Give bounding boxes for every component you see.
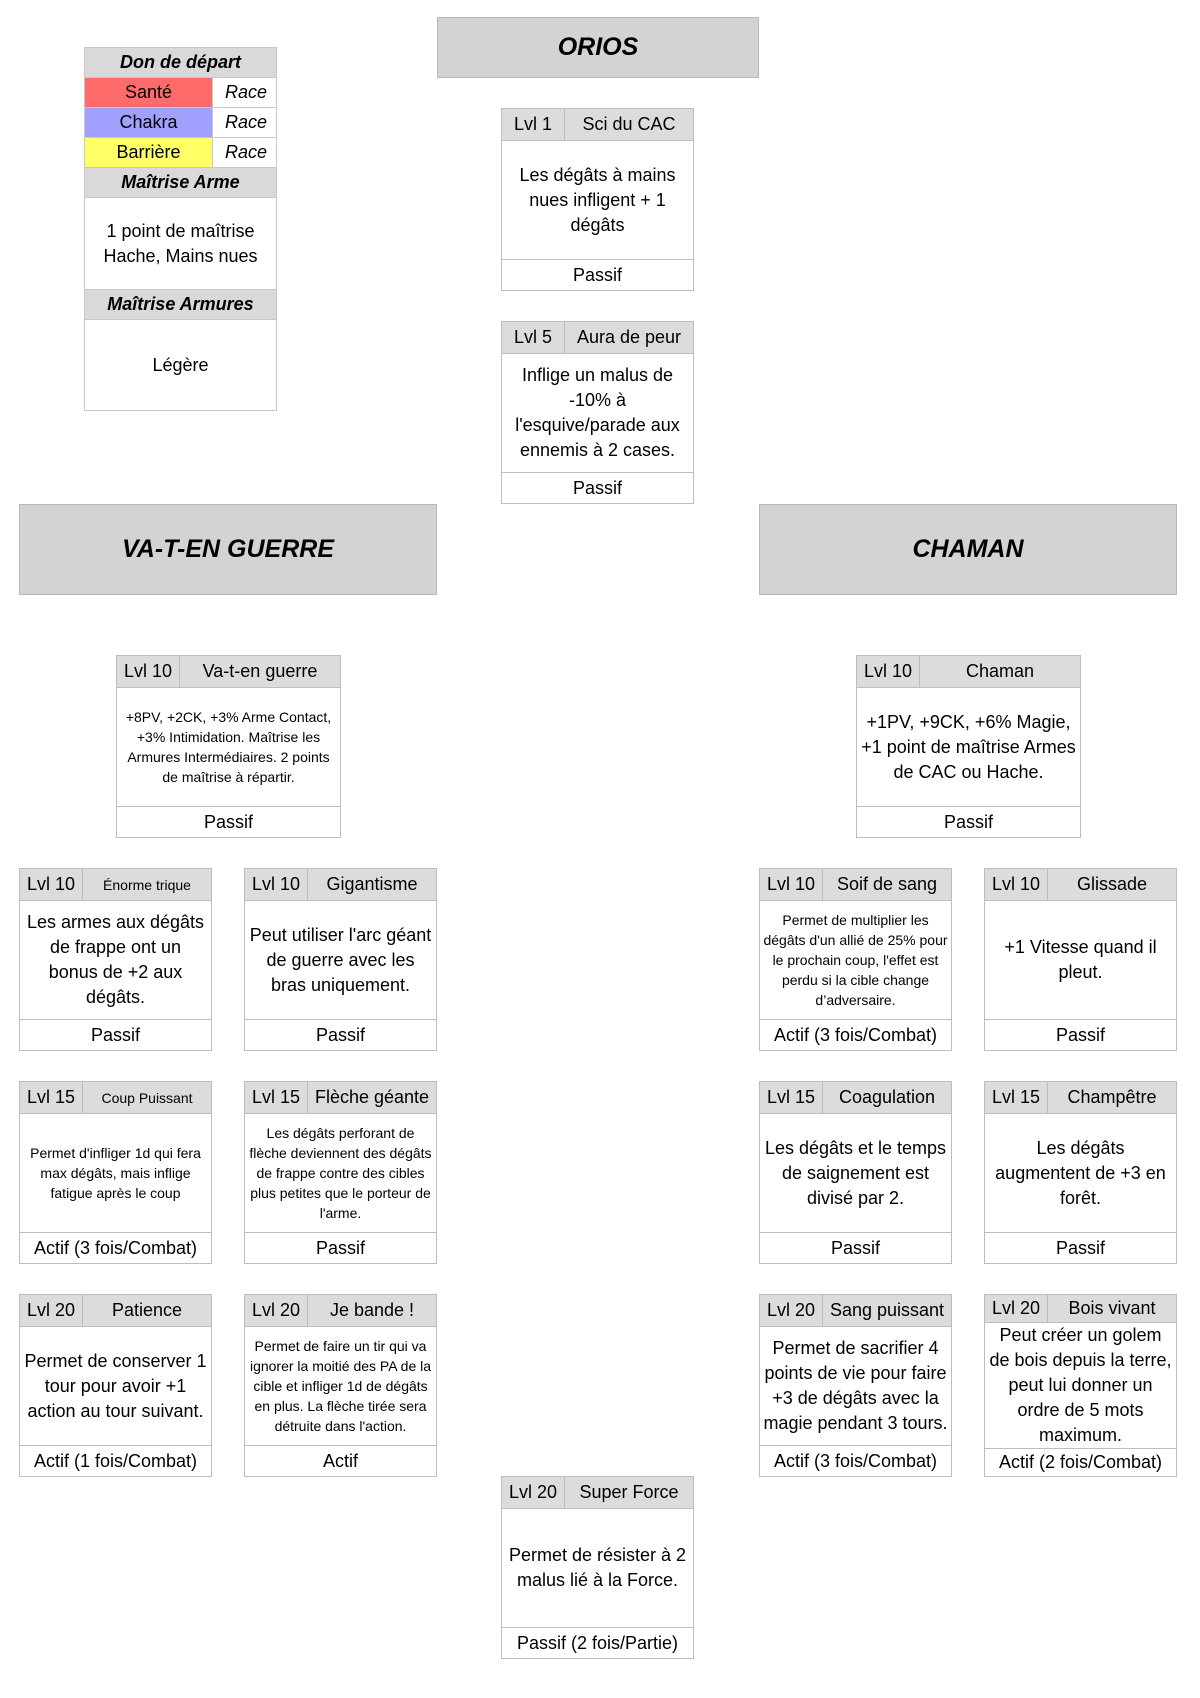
card-description: Les dégâts perforant de flèche deviennent des dégâts de frappe contre des cibles plus petites que le porteur de l'arme. xyxy=(249,1125,432,1221)
skill-card-bois-vivant xyxy=(984,1294,1177,1477)
card-level: Lvl 10 xyxy=(245,869,308,900)
card-level: Lvl 20 xyxy=(20,1295,83,1326)
don-source-chakra: Race xyxy=(225,112,268,132)
card-name: Soif de sang xyxy=(836,874,938,894)
orios-title-text: ORIOS xyxy=(557,33,639,61)
don-source-sante: Race xyxy=(225,82,268,102)
card-name: Gigantisme xyxy=(326,874,418,894)
vatenguerre-title-text: VA-T-EN GUERRE xyxy=(121,535,335,563)
card-level: Lvl 10 xyxy=(985,869,1048,900)
card-head xyxy=(502,1477,693,1509)
card-description: +8PV, +2CK, +3% Arme Contact, +3% Intimidation. Maîtrise les Armures Intermédiaires. 2 points de maîtrise à répartir. xyxy=(125,709,332,785)
card-description: Les armes aux dégâts de frappe ont un bonus de +2 aux dégâts. xyxy=(26,912,205,1007)
card-name: Patience xyxy=(111,1300,183,1320)
card-description: Permet de résister à 2 malus lié à la Force. xyxy=(508,1545,687,1590)
skill-card-enorme-trique xyxy=(19,868,212,1051)
skill-card-fleche-geante xyxy=(244,1081,437,1264)
card-name: Flèche géante xyxy=(314,1087,430,1107)
don-stat-sante: Santé xyxy=(85,78,213,107)
card-level: Lvl 10 xyxy=(760,869,823,900)
card-level: Lvl 10 xyxy=(857,656,920,687)
skill-card-gigantisme xyxy=(244,868,437,1051)
card-name: Aura de peur xyxy=(576,327,682,347)
card-type: Actif (3 fois/Combat) xyxy=(760,1445,951,1476)
card-name: Énorme trique xyxy=(103,876,191,893)
card-head xyxy=(985,1082,1176,1114)
card-head xyxy=(20,1295,211,1327)
card-description: +1PV, +9CK, +6% Magie, +1 point de maîtrise Armes de CAC ou Hache. xyxy=(861,711,1076,782)
skill-card-sci-cac xyxy=(501,108,694,291)
card-description: Permet de sacrifier 4 points de vie pour faire +3 de dégâts avec la magie pendant 3 tours. xyxy=(763,1338,948,1433)
skill-card-glissade xyxy=(984,868,1177,1051)
card-description: Les dégâts augmentent de +3 en forêt. xyxy=(995,1137,1166,1208)
don-header: Don de départ xyxy=(85,48,276,78)
card-level: Lvl 20 xyxy=(760,1295,823,1326)
card-description: Les dégâts et le temps de saignement est divisé par 2. xyxy=(764,1137,947,1208)
skill-card-patience xyxy=(19,1294,212,1477)
card-description: Peut utiliser l'arc géant de guerre avec les bras uniquement. xyxy=(249,924,432,995)
skill-card-coagulation xyxy=(759,1081,952,1264)
maitrise-arme-line1: 1 point de maîtrise xyxy=(106,220,255,241)
card-type: Passif xyxy=(20,1019,211,1050)
card-description: Peut créer un golem de bois depuis la terre, peut lui donner un ordre de 5 mots maximum. xyxy=(989,1325,1172,1446)
card-head xyxy=(760,1082,951,1114)
skill-card-vatenguerre xyxy=(116,655,341,838)
card-head xyxy=(502,322,693,354)
card-type: Passif xyxy=(760,1232,951,1263)
card-type: Passif (2 fois/Partie) xyxy=(502,1627,693,1658)
card-level: Lvl 20 xyxy=(245,1295,308,1326)
card-head xyxy=(245,869,436,901)
card-name: Champêtre xyxy=(1067,1087,1157,1107)
card-type: Passif xyxy=(245,1232,436,1263)
maitrise-arme-body xyxy=(85,198,276,290)
card-level: Lvl 20 xyxy=(985,1295,1048,1322)
card-name: Sang puissant xyxy=(829,1300,945,1320)
card-level: Lvl 15 xyxy=(245,1082,308,1113)
card-description: Permet de conserver 1 tour pour avoir +1 action au tour suivant. xyxy=(24,1350,207,1421)
orios-title xyxy=(437,17,759,78)
card-description: Les dégâts à mains nues infligent + 1 dégâts xyxy=(519,164,676,235)
vatenguerre-title xyxy=(19,504,437,595)
maitrise-armures-text: Légère xyxy=(152,354,209,375)
card-name: Glissade xyxy=(1076,874,1148,894)
don-row-chakra xyxy=(85,108,276,138)
card-description: Permet de multiplier les dégâts d'un allié de 25% pour le prochain coup, l'effet est perdu si la cible change d’adversaire. xyxy=(763,912,948,1008)
card-level: Lvl 1 xyxy=(502,109,565,140)
card-name: Chaman xyxy=(965,661,1035,681)
maitrise-arme-line2: Hache, Mains nues xyxy=(103,245,258,266)
card-level: Lvl 15 xyxy=(760,1082,823,1113)
don-row-barriere xyxy=(85,138,276,168)
card-name: Je bande ! xyxy=(329,1300,415,1320)
card-description: Permet d'infliger 1d qui fera max dégâts, mais inflige fatigue après le coup xyxy=(30,1145,201,1201)
card-name: Coagulation xyxy=(838,1087,936,1107)
card-head xyxy=(985,1295,1176,1323)
card-description: +1 Vitesse quand il pleut. xyxy=(1004,937,1157,982)
card-type: Passif xyxy=(857,806,1080,837)
card-type: Actif (2 fois/Combat) xyxy=(985,1448,1176,1476)
card-name: Sci du CAC xyxy=(582,114,676,134)
card-type: Passif xyxy=(245,1019,436,1050)
skill-card-sang-puissant xyxy=(759,1294,952,1477)
card-head xyxy=(20,869,211,901)
card-head xyxy=(245,1082,436,1114)
maitrise-armures-body xyxy=(85,320,276,410)
card-type: Passif xyxy=(502,259,693,290)
don-row-sante xyxy=(85,78,276,108)
card-level: Lvl 15 xyxy=(20,1082,83,1113)
skill-card-aura-de-peur xyxy=(501,321,694,504)
card-type: Actif (3 fois/Combat) xyxy=(760,1019,951,1050)
card-name: Coup Puissant xyxy=(101,1089,193,1106)
card-head xyxy=(117,656,340,688)
maitrise-armures-header: Maîtrise Armures xyxy=(85,290,276,320)
skill-card-coup-puissant xyxy=(19,1081,212,1264)
card-type: Passif xyxy=(985,1019,1176,1050)
skill-card-chaman xyxy=(856,655,1081,838)
don-stat-barriere: Barrière xyxy=(85,138,213,167)
chaman-title-text: CHAMAN xyxy=(912,535,1024,563)
card-head xyxy=(760,1295,951,1327)
card-type: Passif xyxy=(502,472,693,503)
card-head xyxy=(985,869,1176,901)
don-source-barriere: Race xyxy=(225,142,268,162)
card-name: Va-t-en guerre xyxy=(202,661,318,681)
maitrise-arme-header: Maîtrise Arme xyxy=(85,168,276,198)
card-head xyxy=(20,1082,211,1114)
card-level: Lvl 20 xyxy=(502,1477,565,1508)
chaman-title xyxy=(759,504,1177,595)
card-type: Passif xyxy=(117,806,340,837)
card-type: Actif (1 fois/Combat) xyxy=(20,1445,211,1476)
skill-card-je-bande xyxy=(244,1294,437,1477)
card-level: Lvl 10 xyxy=(20,869,83,900)
card-name: Bois vivant xyxy=(1068,1298,1156,1319)
card-level: Lvl 5 xyxy=(502,322,565,353)
card-head xyxy=(857,656,1080,688)
skill-card-champetre xyxy=(984,1081,1177,1264)
don-de-depart-table xyxy=(84,47,277,411)
card-type: Actif xyxy=(245,1445,436,1476)
card-head xyxy=(245,1295,436,1327)
card-head xyxy=(502,109,693,141)
card-level: Lvl 10 xyxy=(117,656,180,687)
card-type: Passif xyxy=(985,1232,1176,1263)
card-description: Inflige un malus de -10% à l'esquive/parade aux ennemis à 2 cases. xyxy=(515,365,680,460)
card-head xyxy=(760,869,951,901)
card-description: Permet de faire un tir qui va ignorer la moitié des PA de la cible et infliger 1d de dégâts en plus. La flèche tirée sera détruite dans l'action. xyxy=(249,1338,432,1434)
card-level: Lvl 15 xyxy=(985,1082,1048,1113)
skill-card-soif-de-sang xyxy=(759,868,952,1051)
card-name: Super Force xyxy=(579,1482,679,1502)
skill-card-super-force xyxy=(501,1476,694,1659)
card-type: Actif (3 fois/Combat) xyxy=(20,1232,211,1263)
don-stat-chakra: Chakra xyxy=(85,108,213,137)
